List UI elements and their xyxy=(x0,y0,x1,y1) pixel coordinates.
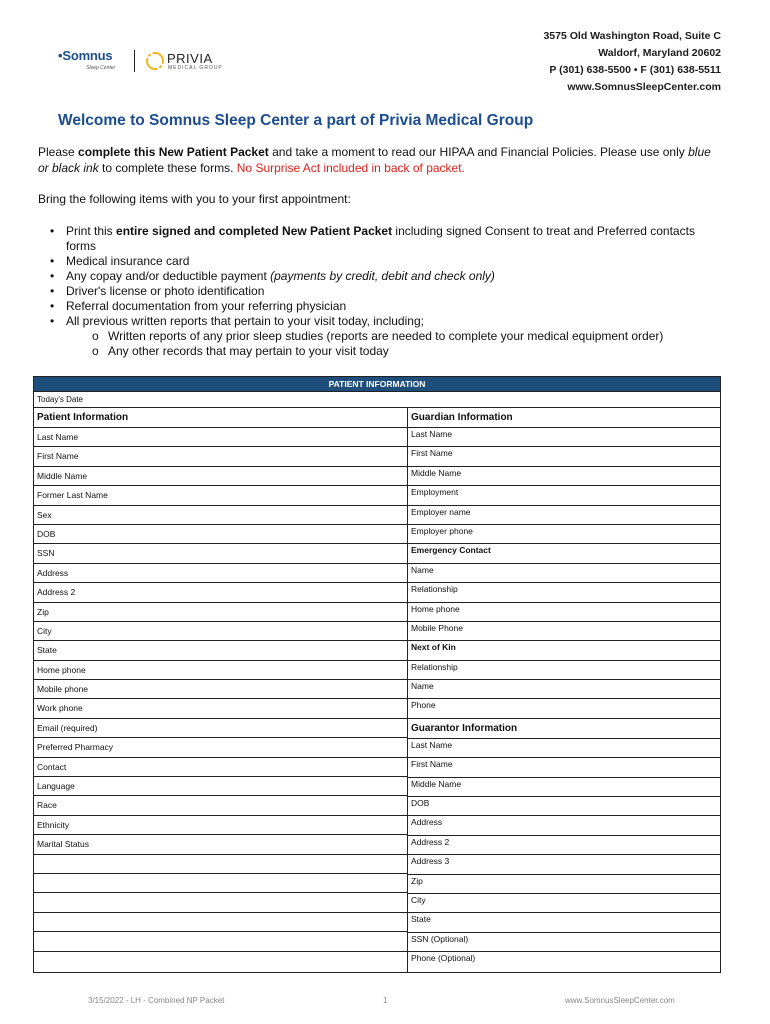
item-1c: including signed Consent to treat and Preferred contacts forms xyxy=(66,224,695,253)
page-title: Welcome to Somnus Sleep Center a part of Privia Medical Group xyxy=(58,112,534,129)
patient-field-row[interactable]: Middle Name xyxy=(34,467,407,486)
guardian-field-row[interactable]: Employer phone xyxy=(408,525,720,544)
patient-field-row[interactable]: Race xyxy=(34,796,407,815)
patient-field-row[interactable]: Last Name xyxy=(34,428,407,447)
guardian-field-row[interactable]: First Name xyxy=(408,758,720,777)
bring-heading: Bring the following items with you to your first appointment: xyxy=(38,192,351,206)
list-item: • All previous written reports that pertain to your visit today, including; o Written reports of any prior sleep studies (reports are needed to complete your medical equipment order) o Any other records that may pertain to your visit today xyxy=(50,314,710,359)
guardian-field-row[interactable]: Last Name xyxy=(408,428,720,447)
guardian-field-row[interactable]: Phone xyxy=(408,699,720,718)
list-item: • Any copay and/or deductible payment (payments by credit, debit and check only) xyxy=(50,269,495,283)
guardian-field-row[interactable]: Address xyxy=(408,816,720,835)
list-item: • Referral documentation from your referring physician xyxy=(50,299,347,313)
sub-list-item: o Any other records that may pertain to your visit today xyxy=(92,344,389,358)
guardian-field-row[interactable]: Middle Name xyxy=(408,467,720,486)
items-list xyxy=(50,224,710,359)
address-line-2: Waldorf, Maryland 20602 xyxy=(598,47,721,59)
item-4: Driver's license or photo identification xyxy=(66,284,265,298)
patient-field-row[interactable]: First Name xyxy=(34,447,407,466)
privia-logo-icon xyxy=(146,52,164,70)
form-columns xyxy=(34,408,720,972)
patient-field-row[interactable] xyxy=(34,932,407,951)
patient-field-row[interactable]: Work phone xyxy=(34,699,407,718)
guardian-field-row[interactable]: City xyxy=(408,894,720,913)
guardian-field-row[interactable]: First Name xyxy=(408,447,720,466)
guardian-field-row[interactable]: SSN (Optional) xyxy=(408,933,720,952)
patient-field-row[interactable]: City xyxy=(34,622,407,641)
address-line-4: www.SomnusSleepCenter.com xyxy=(567,81,721,93)
somnus-logo-subtext: Sleep Center xyxy=(86,65,116,71)
sub-item-1: Written reports of any prior sleep studies (reports are needed to complete your medical equipment order) xyxy=(108,329,664,343)
guarantor-information-heading: Guarantor Information xyxy=(408,719,720,739)
intro-text-1: Please xyxy=(38,145,79,159)
guardian-field-row[interactable]: Employment xyxy=(408,486,720,505)
patient-field-row[interactable]: Ethnicity xyxy=(34,816,407,835)
item-6: All previous written reports that pertain to your visit today, including; xyxy=(66,314,424,328)
guardian-field-row[interactable]: DOB xyxy=(408,797,720,816)
guardian-field-row[interactable]: Phone (Optional) xyxy=(411,953,476,964)
guardian-field-row[interactable]: State xyxy=(408,913,720,932)
patient-field-row[interactable]: State xyxy=(34,641,407,660)
guardian-information-heading: Guardian Information xyxy=(408,408,720,428)
intro-text-4: blue or black ink xyxy=(38,145,711,175)
logo-divider xyxy=(134,50,135,72)
guardian-field-row[interactable]: Address 3 xyxy=(408,855,720,874)
patient-field-row[interactable]: DOB xyxy=(34,525,407,544)
todays-date-field[interactable]: Today's Date xyxy=(34,392,720,408)
footer-date: 3/15/2022 - LH - Combined NP Packet xyxy=(88,996,225,1005)
patient-field-row[interactable]: Zip xyxy=(34,603,407,622)
list-item: • Driver's license or photo identification xyxy=(50,284,265,298)
guardian-field-row[interactable]: Last Name xyxy=(408,739,720,758)
guardian-field-row[interactable]: Relationship xyxy=(408,661,720,680)
intro-paragraph xyxy=(38,145,718,176)
somnus-logo-text: •Somnus xyxy=(58,48,113,63)
guardian-field-row[interactable]: Name xyxy=(408,564,720,583)
patient-information-heading: Patient Information xyxy=(34,408,407,428)
guardian-field-row[interactable]: Relationship xyxy=(408,583,720,602)
patient-field-row[interactable] xyxy=(34,913,407,932)
item-3a: Any copay and/or deductible payment xyxy=(66,269,271,283)
intro-text-5: to complete these forms. xyxy=(98,160,237,175)
privia-logo-subtext: MEDICAL GROUP xyxy=(168,65,223,71)
patient-field-row[interactable]: Address 2 xyxy=(34,583,407,602)
address-line-3: P (301) 638-5500 • F (301) 638-5511 xyxy=(549,64,721,76)
guardian-field-row[interactable]: Zip xyxy=(408,875,720,894)
list-item: • Print this entire signed and completed New Patient Packet including signed Consent to treat and Preferred contacts forms xyxy=(50,224,695,253)
item-3b: (payments by credit, debit and check only) xyxy=(270,269,495,283)
sub-list xyxy=(92,329,710,359)
patient-field-row[interactable]: Email (required) xyxy=(34,719,407,738)
form-header: PATIENT INFORMATION xyxy=(34,377,720,392)
patient-field-row[interactable]: Language xyxy=(34,777,407,796)
patient-information-column xyxy=(34,408,408,972)
guardian-field-row[interactable]: Address 2 xyxy=(408,836,720,855)
guardian-field-row: Next of Kin xyxy=(408,641,720,660)
guardian-field-row[interactable]: Mobile Phone xyxy=(408,622,720,641)
patient-field-row[interactable] xyxy=(34,952,407,971)
patient-field-row[interactable] xyxy=(34,874,407,893)
patient-field-row[interactable]: Sex xyxy=(34,506,407,525)
intro-text-6: No Surprise Act included in back of packet. xyxy=(236,160,465,175)
patient-field-row[interactable]: Home phone xyxy=(34,661,407,680)
item-1b: entire signed and completed New Patient Packet xyxy=(116,224,393,238)
privia-logo-text: PRIVIA xyxy=(167,51,213,66)
intro-text-3: and take a moment to read our HIPAA and Financial Policies. Please use only xyxy=(268,145,689,159)
guardian-information-column xyxy=(408,408,720,972)
patient-field-row[interactable] xyxy=(34,855,407,874)
guardian-field-row[interactable]: Name xyxy=(408,680,720,699)
address-line-1: 3575 Old Washington Road, Suite C xyxy=(543,30,721,42)
patient-field-row[interactable]: Former Last Name xyxy=(34,486,407,505)
patient-field-row[interactable]: Marital Status xyxy=(34,835,407,854)
patient-field-row[interactable]: Preferred Pharmacy xyxy=(34,738,407,757)
patient-field-row[interactable]: Mobile phone xyxy=(34,680,407,699)
list-item: • Medical insurance card xyxy=(50,254,190,268)
intro-text-2: complete this New Patient Packet xyxy=(78,145,269,159)
footer-website: www.SomnusSleepCenter.com xyxy=(565,996,675,1005)
address-block xyxy=(543,28,721,96)
guardian-field-row[interactable]: Home phone xyxy=(408,603,720,622)
guardian-field-row[interactable]: Employer name xyxy=(408,506,720,525)
sub-list-item: o Written reports of any prior sleep studies (reports are needed to complete your medical equipment order) xyxy=(92,329,664,343)
sub-item-2: Any other records that may pertain to your visit today xyxy=(108,344,389,358)
patient-information-form xyxy=(33,376,721,973)
patient-field-row[interactable]: Address xyxy=(34,564,407,583)
guardian-field-row: Emergency Contact xyxy=(408,544,720,563)
guardian-field-row[interactable]: Middle Name xyxy=(408,778,720,797)
item-5: Referral documentation from your referring physician xyxy=(66,299,347,313)
logo xyxy=(58,48,228,78)
patient-field-row[interactable]: Contact xyxy=(34,758,407,777)
patient-field-row[interactable]: SSN xyxy=(34,544,407,563)
footer-page-number: 1 xyxy=(383,996,388,1005)
item-1a: Print this xyxy=(66,224,117,238)
patient-field-row[interactable] xyxy=(34,893,407,912)
item-2: Medical insurance card xyxy=(66,254,190,268)
